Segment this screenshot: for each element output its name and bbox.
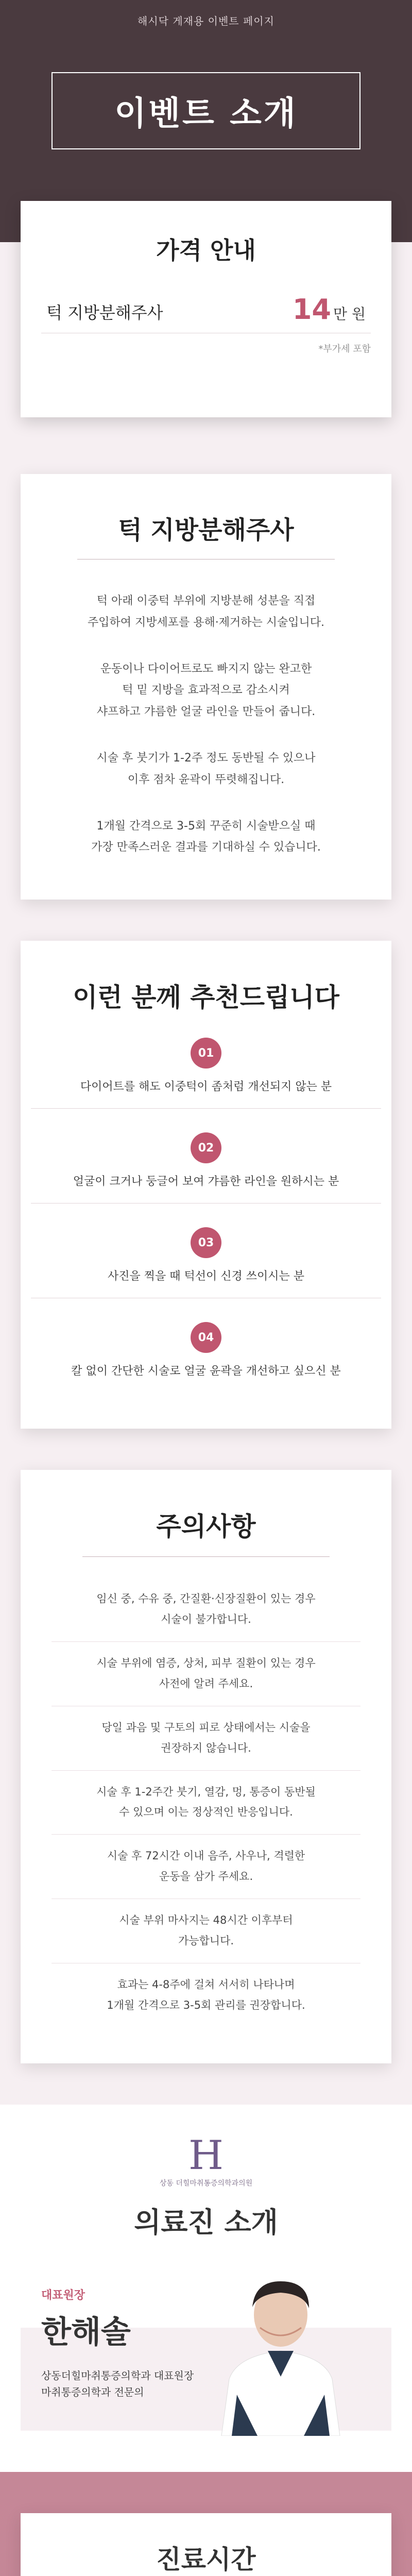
price-heading: 가격 안내	[156, 236, 256, 264]
doctor-photo	[201, 2266, 360, 2436]
intro-paragraph: 턱 아래 이중턱 부위에 지방분해 성분을 직접 주입하여 지방세포를 용해·제거하는 시술입니다.	[87, 595, 324, 629]
caution-item: 임신 중, 수유 중, 간질환·신장질환이 있는 경우 시술이 불가합니다.	[52, 1578, 360, 1642]
price-card	[21, 201, 391, 417]
recommend-section	[0, 941, 412, 1429]
clinic-logo	[0, 2132, 412, 2188]
top-label: 해시닥 게재용 이벤트 페이지	[138, 14, 274, 27]
intro-paragraph: 1개월 간격으로 3-5회 꾸준히 시술받으실 때 가장 만족스러운 결과를 기대하실 수 있습니다.	[91, 819, 321, 854]
price-note: *부가세 포함	[318, 344, 371, 354]
doctor-role: 대표원장	[41, 2289, 85, 2302]
doctor-heading: 의료진 소개	[134, 2206, 278, 2239]
caution-section	[0, 1429, 412, 2104]
doctor-credential: 상동더힐마취통증의학과 대표원장	[41, 2369, 194, 2382]
price-unit: 만 원	[333, 306, 366, 323]
recommend-card	[21, 941, 391, 1429]
recommend-item	[31, 1038, 381, 1109]
recommend-heading: 이런 분께 추천드립니다	[73, 982, 339, 1013]
caution-item: 시술 부위 마사지는 48시간 이후부터 가능합니다.	[52, 1899, 360, 1963]
doctor-name: 한해솔	[41, 2314, 131, 2350]
caution-card	[21, 1470, 391, 2063]
intro-heading: 턱 지방분해주사	[118, 516, 294, 545]
doctor-info	[41, 2286, 194, 2400]
recommend-text: 얼굴이 크거나 둥글어 보여 갸름한 라인을 원하시는 분	[31, 1173, 381, 1204]
doctor-section	[0, 2105, 412, 2472]
intro-paragraph: 시술 후 붓기가 1-2주 정도 동반될 수 있으나 이후 점차 윤곽이 뚜렷해집니다.	[96, 751, 316, 786]
recommend-item	[31, 1227, 381, 1298]
recommend-text: 칼 없이 간단한 시술로 얼굴 윤곽을 개선하고 싶으신 분	[71, 1365, 341, 1378]
recommend-item	[31, 1322, 381, 1393]
recommend-number-badge: 02	[191, 1132, 221, 1163]
doctor-credentials	[41, 2367, 194, 2400]
caution-item: 당일 과음 및 구토의 피로 상태에서는 시술을 권장하지 않습니다.	[52, 1706, 360, 1771]
caution-item: 효과는 4-8주에 걸쳐 서서히 나타나며 1개월 간격으로 3-5회 관리를 권장합니다.	[107, 1978, 305, 2011]
price-value-wrap	[292, 293, 366, 326]
divider	[77, 559, 335, 560]
price-item-name: 턱 지방분해주사	[46, 303, 163, 323]
caution-item: 시술 부위에 염증, 상처, 피부 질환이 있는 경우 사전에 알려 주세요.	[52, 1642, 360, 1706]
doctor-credential: 마취통증의학과 전문의	[41, 2385, 144, 2398]
hero-header	[0, 0, 412, 354]
intro-card	[21, 474, 391, 900]
recommend-number-badge: 01	[191, 1038, 221, 1069]
clinic-logo-mark: H	[188, 2132, 224, 2179]
recommend-text: 사진을 찍을 때 턱선이 신경 쓰이시는 분	[31, 1267, 381, 1298]
hours-heading: 진료시간	[156, 2544, 256, 2574]
doctor-card	[21, 2266, 391, 2431]
recommend-number-badge: 04	[191, 1322, 221, 1353]
hours-section	[0, 2472, 412, 2576]
page-title: 이벤트 소개	[52, 72, 360, 149]
recommend-number-badge: 03	[191, 1227, 221, 1258]
pink-section	[0, 242, 412, 2105]
hours-card	[21, 2513, 391, 2576]
price-value: 14	[292, 293, 331, 326]
price-row	[41, 291, 371, 333]
divider	[82, 1556, 330, 1557]
caution-item: 시술 후 72시간 이내 음주, 사우나, 격렬한 운동을 삼가 주세요.	[52, 1835, 360, 1899]
recommend-text: 다이어트를 해도 이중턱이 좀처럼 개선되지 않는 분	[31, 1078, 381, 1109]
caution-item: 시술 후 1-2주간 붓기, 열감, 멍, 통증이 동반될 수 있으며 이는 정상적인 반응입니다.	[52, 1771, 360, 1835]
caution-heading: 주의사항	[156, 1512, 256, 1542]
intro-paragraph: 운동이나 다이어트로도 빠지지 않는 완고한 턱 밑 지방을 효과적으로 감소시켜 샤프하고 갸름한 얼굴 라인을 만들어 줍니다.	[96, 662, 316, 719]
recommend-item	[31, 1132, 381, 1204]
clinic-logo-text: 상동 더힐마취통증의학과의원	[159, 2179, 253, 2188]
